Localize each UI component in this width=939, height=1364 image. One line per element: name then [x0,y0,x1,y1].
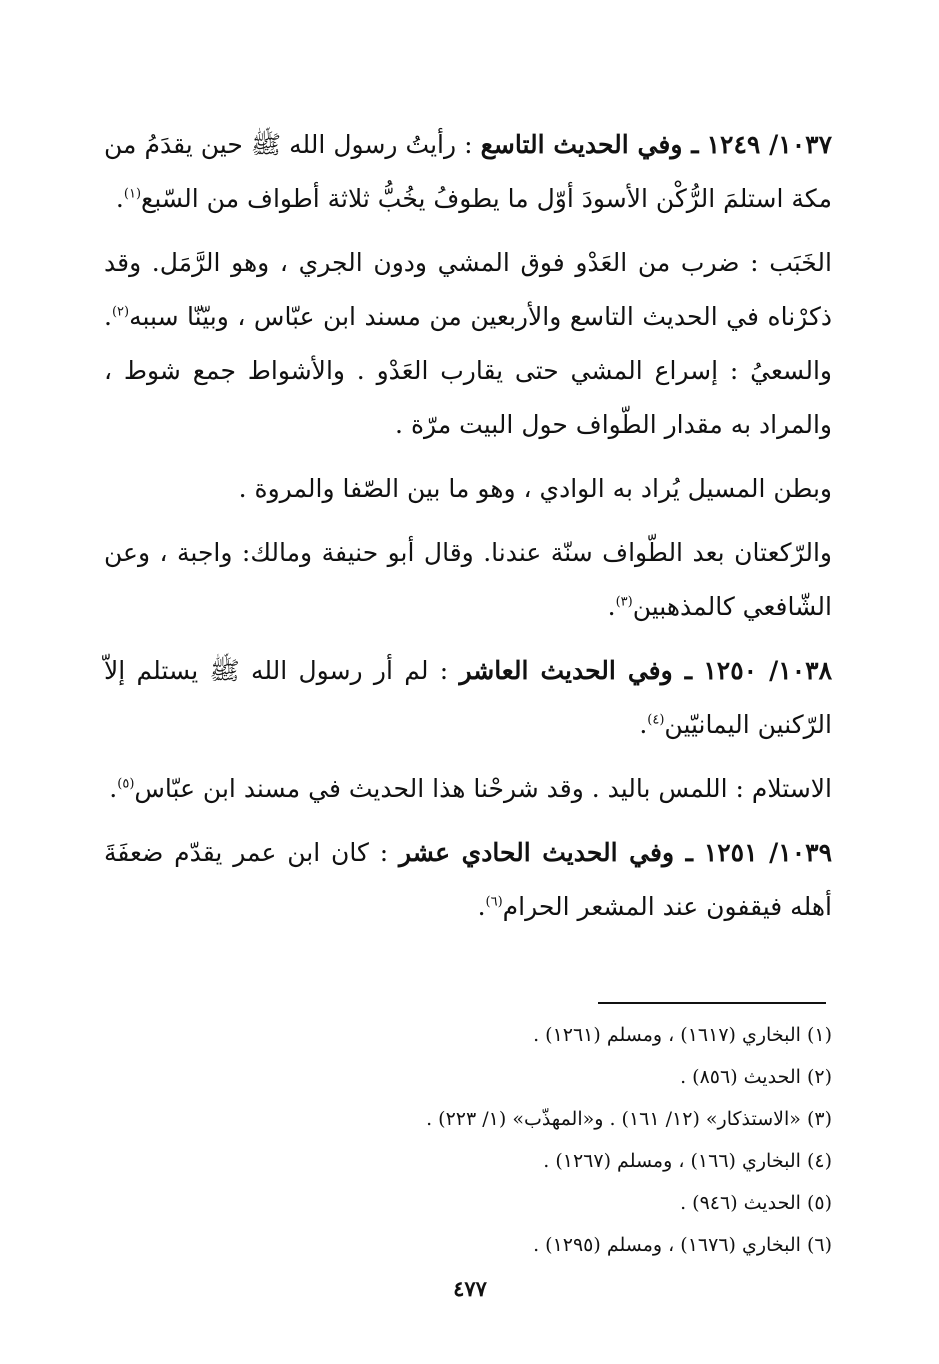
footnote-ref: (٤) [647,712,665,728]
hadith-1038 [104,644,832,752]
footnote-3: (٣) «الاستذكار» (١٢/ ١٦١) . و«المهذّب» (١/ ٢٢٣) . [426,1108,832,1130]
footnote-1: (١) البخاري (١٦١٧) ، ومسلم (١٢٦١) . [533,1024,832,1046]
sentence-end: . [639,710,648,739]
footnote-ref: (٢) [111,304,130,320]
paragraph-text: وبطن المسيل يُراد به الوادي ، وهو ما بين الصّفا والمروة . [238,474,832,503]
footnote-2: (٢) الحديث (٨٥٦) . [680,1066,832,1088]
sentence-end: . [607,592,616,621]
page-number: ٤٧٧ [453,1276,487,1301]
hadith-heading: ـ وفي الحديث العاشر [459,656,693,685]
hadith-number: ١٠٣٧/ ١٢٤٩ [706,130,832,159]
footnote-4: (٤) البخاري (١٦٦) ، ومسلم (١٢٦٧) . [543,1150,832,1172]
hadith-1039 [104,826,832,934]
paragraph-text: الخَبَب : ضرب من العَدْو فوق المشي ودون الجري ، وهو الرَّمَل. وقد ذكرْناه في الحديث التاسع والأربعين من مسند ابن عبّاس ، وبيّنّا سببه [104,248,832,331]
hadith-text: : كان ابن عمر يقدّم ضعفَةَ أهله فيقفون عند المشعر الحرام [104,838,832,921]
footnote-divider [598,1002,826,1004]
footnote-ref: (١) [123,186,142,202]
hadith-number: ١٠٣٩/ ١٢٥١ [703,838,832,867]
commentary-paragraph [104,236,832,452]
footnote-ref: (٦) [485,894,503,910]
hadith-1037 [104,118,832,226]
hadith-number: ١٠٣٨/ ١٢٥٠ [703,656,832,685]
paragraph-text: الاستلام : اللمس باليد . وقد شرحْنا هذا الحديث في مسند ابن عبّاس [134,774,832,803]
footnotes [104,1014,832,1266]
paragraph-text-cont: . والسعيُ : إسراع المشي حتى يقارب العَدْو . والأشواط جمع شوط ، والمراد به مقدار الطّواف حول البيت مرّة . [104,302,832,439]
footnote-6: (٦) البخاري (١٦٧٦) ، ومسلم (١٢٩٥) . [533,1234,832,1256]
sentence-end: . [109,774,118,803]
commentary-paragraph [104,762,832,816]
footnote-5: (٥) الحديث (٩٤٦) . [680,1192,832,1214]
footnote-ref: (٣) [615,594,633,610]
hadith-heading: ـ وفي الحديث التاسع [480,130,699,159]
hadith-text: : رأيتُ رسول الله ﷺ حين يقدَمُ من مكة استلمَ الرُّكْن الأسودَ أوّل ما يطوفُ يخُبُّ ثلاثة أطواف من السّبع [104,130,832,213]
commentary-paragraph [104,526,832,634]
main-text [104,118,832,944]
sentence-end: . [115,184,124,213]
sentence-end: . [477,892,486,921]
paragraph-text: والرّكعتان بعد الطّواف سنّة عندنا. وقال أبو حنيفة ومالك: واجبة ، وعن الشّافعي كالمذهبين [104,538,832,621]
hadith-text: : لم أر رسول الله ﷺ يستلم إلاّ الرّكنين اليمانيّين [104,656,832,739]
footnote-ref: (٥) [117,776,135,792]
commentary-paragraph [104,462,832,516]
hadith-heading: ـ وفي الحديث الحادي عشر [399,838,693,867]
